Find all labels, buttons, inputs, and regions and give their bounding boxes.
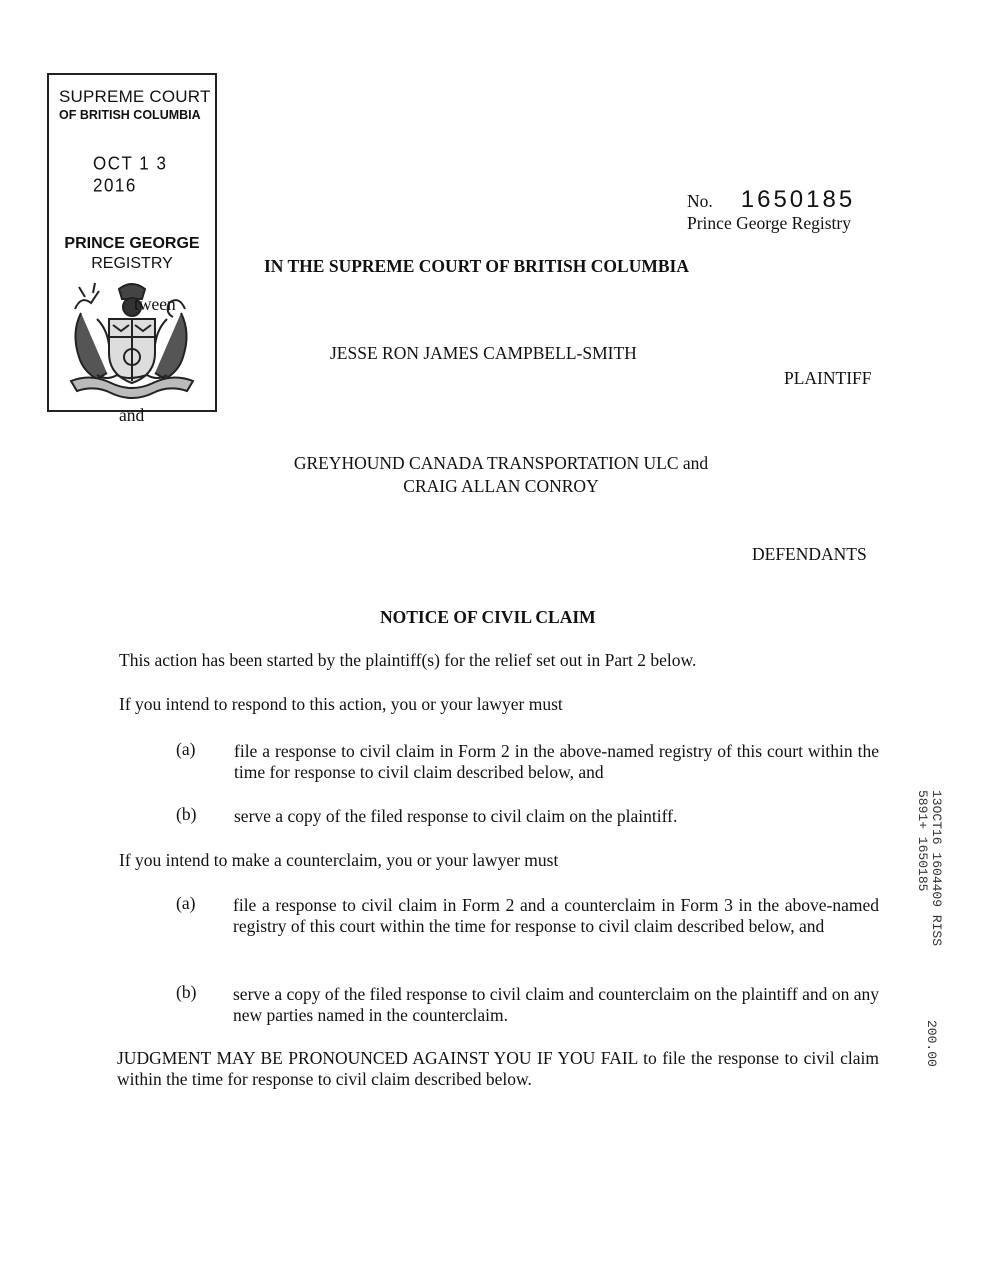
respond-intro: If you intend to respond to this action, you or your lawyer must: [119, 694, 563, 714]
receipt-line1: 13OCT16 1604409 RISS: [929, 790, 944, 947]
and-text: and: [119, 405, 145, 425]
intro-paragraph: This action has been started by the plaintiff(s) for the relief set out in Part 2 below.: [119, 650, 697, 670]
registry-stamp: [47, 73, 217, 412]
defendants-name-line2: CRAIG ALLAN CONROY: [403, 476, 599, 496]
file-number-value: 1650185: [740, 186, 856, 213]
defendants-role: DEFENDANTS: [752, 544, 867, 564]
plaintiff-role: PLAINTIFF: [784, 368, 872, 388]
respond-item-b-text: serve a copy of the filed response to civil claim on the plaintiff.: [234, 806, 678, 826]
defendants-name-line1: GREYHOUND CANADA TRANSPORTATION ULC and: [293, 453, 709, 473]
respond-item-a-text: file a response to civil claim in Form 2 in the above-named registry of this court within the time for response to civil claim described below, and: [234, 741, 879, 782]
stamp-registry-line1: PRINCE GEORGE: [64, 235, 200, 252]
receipt-line2: 5891+ 1650185: [915, 790, 930, 892]
coat-of-arms-icon: [57, 279, 207, 399]
stamp-court-line1: SUPREME COURT: [59, 87, 211, 106]
counter-intro: If you intend to make a counterclaim, you or your lawyer must: [119, 850, 559, 870]
file-number-block: [687, 186, 855, 214]
stamp-court-line2: OF BRITISH COLUMBIA: [59, 108, 201, 122]
counter-item-a-marker: (a): [176, 893, 196, 913]
receipt-stamp: [913, 790, 943, 980]
counter-item-b-text: serve a copy of the filed response to civil claim and counterclaim on the plaintiff and on any new parties named in the counterclaim.: [233, 984, 879, 1025]
counter-item-b-marker: (b): [176, 982, 197, 1002]
plaintiff-name: JESSE RON JAMES CAMPBELL-SMITH: [330, 343, 637, 363]
registry-name: Prince George Registry: [687, 213, 851, 233]
judgment-warning: JUDGMENT MAY BE PRONOUNCED AGAINST YOU IF YOU FAIL to file the response to civil claim within the time for response to civil claim described below.: [117, 1048, 879, 1089]
document-title: NOTICE OF CIVIL CLAIM: [380, 607, 596, 627]
partial-between-text: tween: [134, 294, 176, 314]
counter-item-a-text: file a response to civil claim in Form 2 and a counterclaim in Form 3 in the above-named registry of this court within the time for response to civil claim described below, and: [233, 895, 879, 936]
stamp-registry-line2: REGISTRY: [91, 255, 173, 272]
file-number-label: No.: [687, 191, 713, 211]
respond-item-b-marker: (b): [176, 804, 197, 824]
stamp-date: OCT 1 3 2016: [93, 153, 168, 196]
court-heading: IN THE SUPREME COURT OF BRITISH COLUMBIA: [264, 256, 689, 276]
receipt-amount: 200.00: [924, 1020, 939, 1067]
respond-item-a-marker: (a): [176, 739, 196, 759]
